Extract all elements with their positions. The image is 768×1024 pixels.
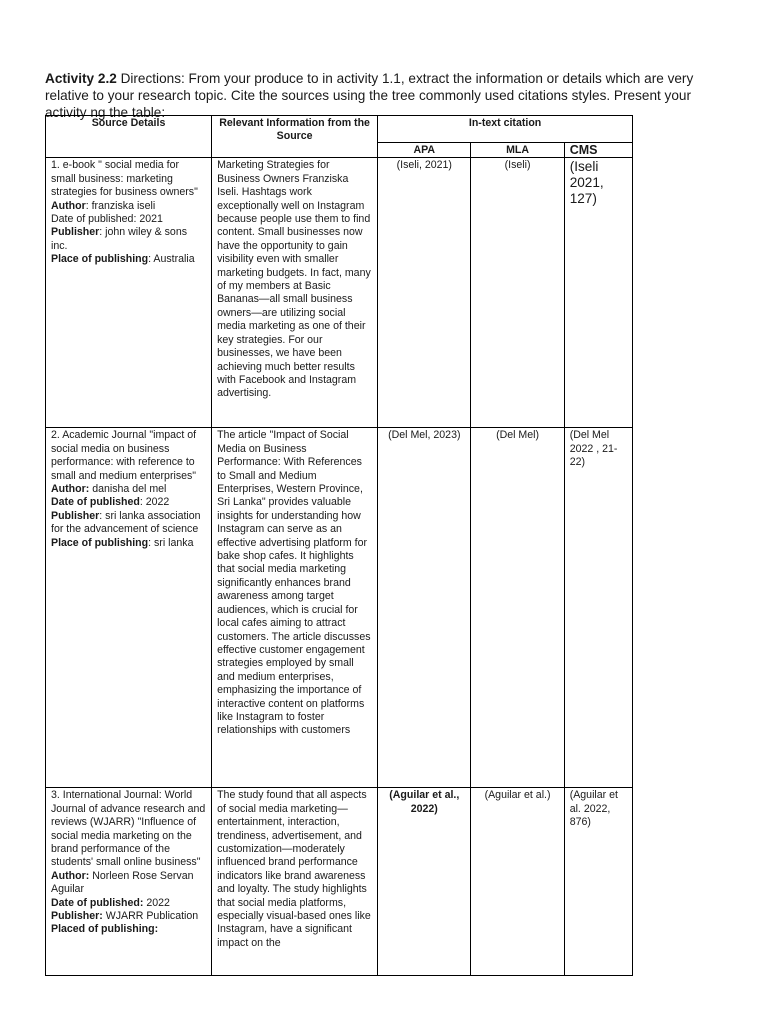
publisher-value: WJARR Publication (102, 910, 199, 923)
cms-citation: (Del Mel 2022 , 21-22) (564, 428, 632, 788)
author-value: danisha del mel (89, 483, 167, 496)
relevant-info-text: The study found that all aspects of social media marketing—entertainment, interaction, trendiness, advertisement, and customization—moderately influenced brand performance indicators like brand awareness and loyalty. The study highlights that social media platforms, especially visual-based ones like Instagram, have a significant impact on the (217, 789, 371, 949)
author-label: Author: (51, 483, 90, 496)
source-title: 1. e-book " social media for small business: marketing strategies for business owners" (51, 159, 198, 199)
apa-citation-text: (Aguilar et al., 2022) (389, 789, 460, 815)
source-details-cell (46, 428, 212, 788)
publisher-label: Publisher: (51, 910, 103, 923)
date-label: Date of published (51, 496, 140, 509)
apa-citation: (Iseli, 2021) (378, 158, 471, 428)
source-publisher (51, 910, 206, 923)
apa-citation (378, 788, 471, 976)
source-publisher (51, 510, 206, 537)
place-label: Placed of publishing: (51, 923, 159, 936)
relevant-info-cell: Marketing Strategies for Business Owners Franziska Iseli. Hashtags work exceptionally well on Instagram because people use them to find content. Small businesses now have the opportunity to gain visibility even with smaller marketing budgets. In fact, many of my members at Basic Bananas—all small business owners—are utilizing social media marketing as one of their key strategies. For our businesses, we have been achieving much better results with Facebook and Instagram advertising. (212, 158, 378, 428)
date-value: 2022 (143, 896, 170, 909)
mla-citation: (Aguilar et al.) (471, 788, 564, 976)
source-place (51, 923, 206, 936)
table-row (46, 158, 633, 428)
place-value: : Australia (148, 253, 195, 266)
place-label: Place of publishing (51, 253, 149, 266)
date-value: : 2022 (139, 496, 170, 509)
relevant-info-cell: The article "Impact of Social Media on Business Performance: With References to Small and Medium Enterprises, Western Province, Sri Lanka" provides valuable insights for understanding how Instagram can serve as an effective advertising platform for bake shop cafes. It highlights that social media marketing significantly enhances brand awareness among target audiences, which is crucial for local cafes aiming to attract customers. The article discusses effective customer engagement strategies employed by small and medium enterprises, emphasizing the importance of interactive content on platforms like Instagram to foster relationships with customers (212, 428, 378, 788)
mla-citation: (Iseli) (471, 158, 564, 428)
header-cms: CMS (564, 143, 632, 158)
source-author (51, 483, 206, 496)
header-apa: APA (378, 143, 471, 158)
source-details-cell (46, 788, 212, 976)
source-title: 3. International Journal: World Journal of advance research and reviews (WJARR) "Influence of social media marketing on the brand performance of the students' small online business" (51, 789, 206, 869)
source-title: 2. Academic Journal "impact of social media on business performance: with reference to small and medium enterprises" (51, 429, 197, 482)
source-details-cell (46, 158, 212, 428)
mla-citation: (Del Mel) (471, 428, 564, 788)
source-publisher (51, 226, 206, 253)
source-place (51, 537, 206, 550)
activity-directions (45, 70, 725, 121)
author-label: Author: (51, 869, 90, 882)
publisher-label: Publisher (51, 226, 100, 239)
header-mla: MLA (471, 143, 564, 158)
source-place (51, 253, 206, 266)
header-in-text-citation: In-text citation (378, 116, 633, 143)
table-row (46, 788, 633, 976)
relevant-info-cell (212, 788, 378, 976)
date-value: 2021 (136, 213, 163, 226)
publisher-value: : sri lanka association for the advancement of science (51, 509, 201, 536)
date-label: Date of published: (51, 896, 144, 909)
place-label: Place of publishing (51, 536, 149, 549)
header-relevant-info: Relevant Information from the Source (212, 116, 378, 158)
source-date (51, 213, 206, 226)
place-value: : sri lanka (148, 536, 194, 549)
citation-table (45, 115, 633, 976)
header-source-details: Source Details (46, 116, 212, 158)
source-date (51, 897, 206, 910)
header-row (46, 116, 633, 143)
table-row (46, 428, 633, 788)
publisher-value: : john wiley & sons inc. (51, 226, 188, 252)
author-value: Norleen Rose Servan Aguilar (51, 869, 194, 896)
cms-citation: (Iseli 2021, 127) (564, 158, 632, 428)
directions-text: Directions: From your produce to in activity 1.1, extract the information or details which are very relative to your research topic. Cite the sources using the tree commonly used citations styles. Present your activity ng the table: (45, 71, 694, 120)
source-author (51, 870, 206, 897)
cms-citation: (Aguilar et al. 2022, 876) (564, 788, 632, 976)
activity-label: Activity 2.2 (45, 71, 117, 86)
author-label: Author (51, 199, 86, 212)
apa-citation: (Del Mel, 2023) (378, 428, 471, 788)
source-author (51, 200, 206, 213)
publisher-label: Publisher (51, 509, 100, 522)
date-label: Date of published: (51, 213, 137, 226)
source-date (51, 496, 206, 509)
author-value: : franziska iseli (85, 199, 156, 212)
